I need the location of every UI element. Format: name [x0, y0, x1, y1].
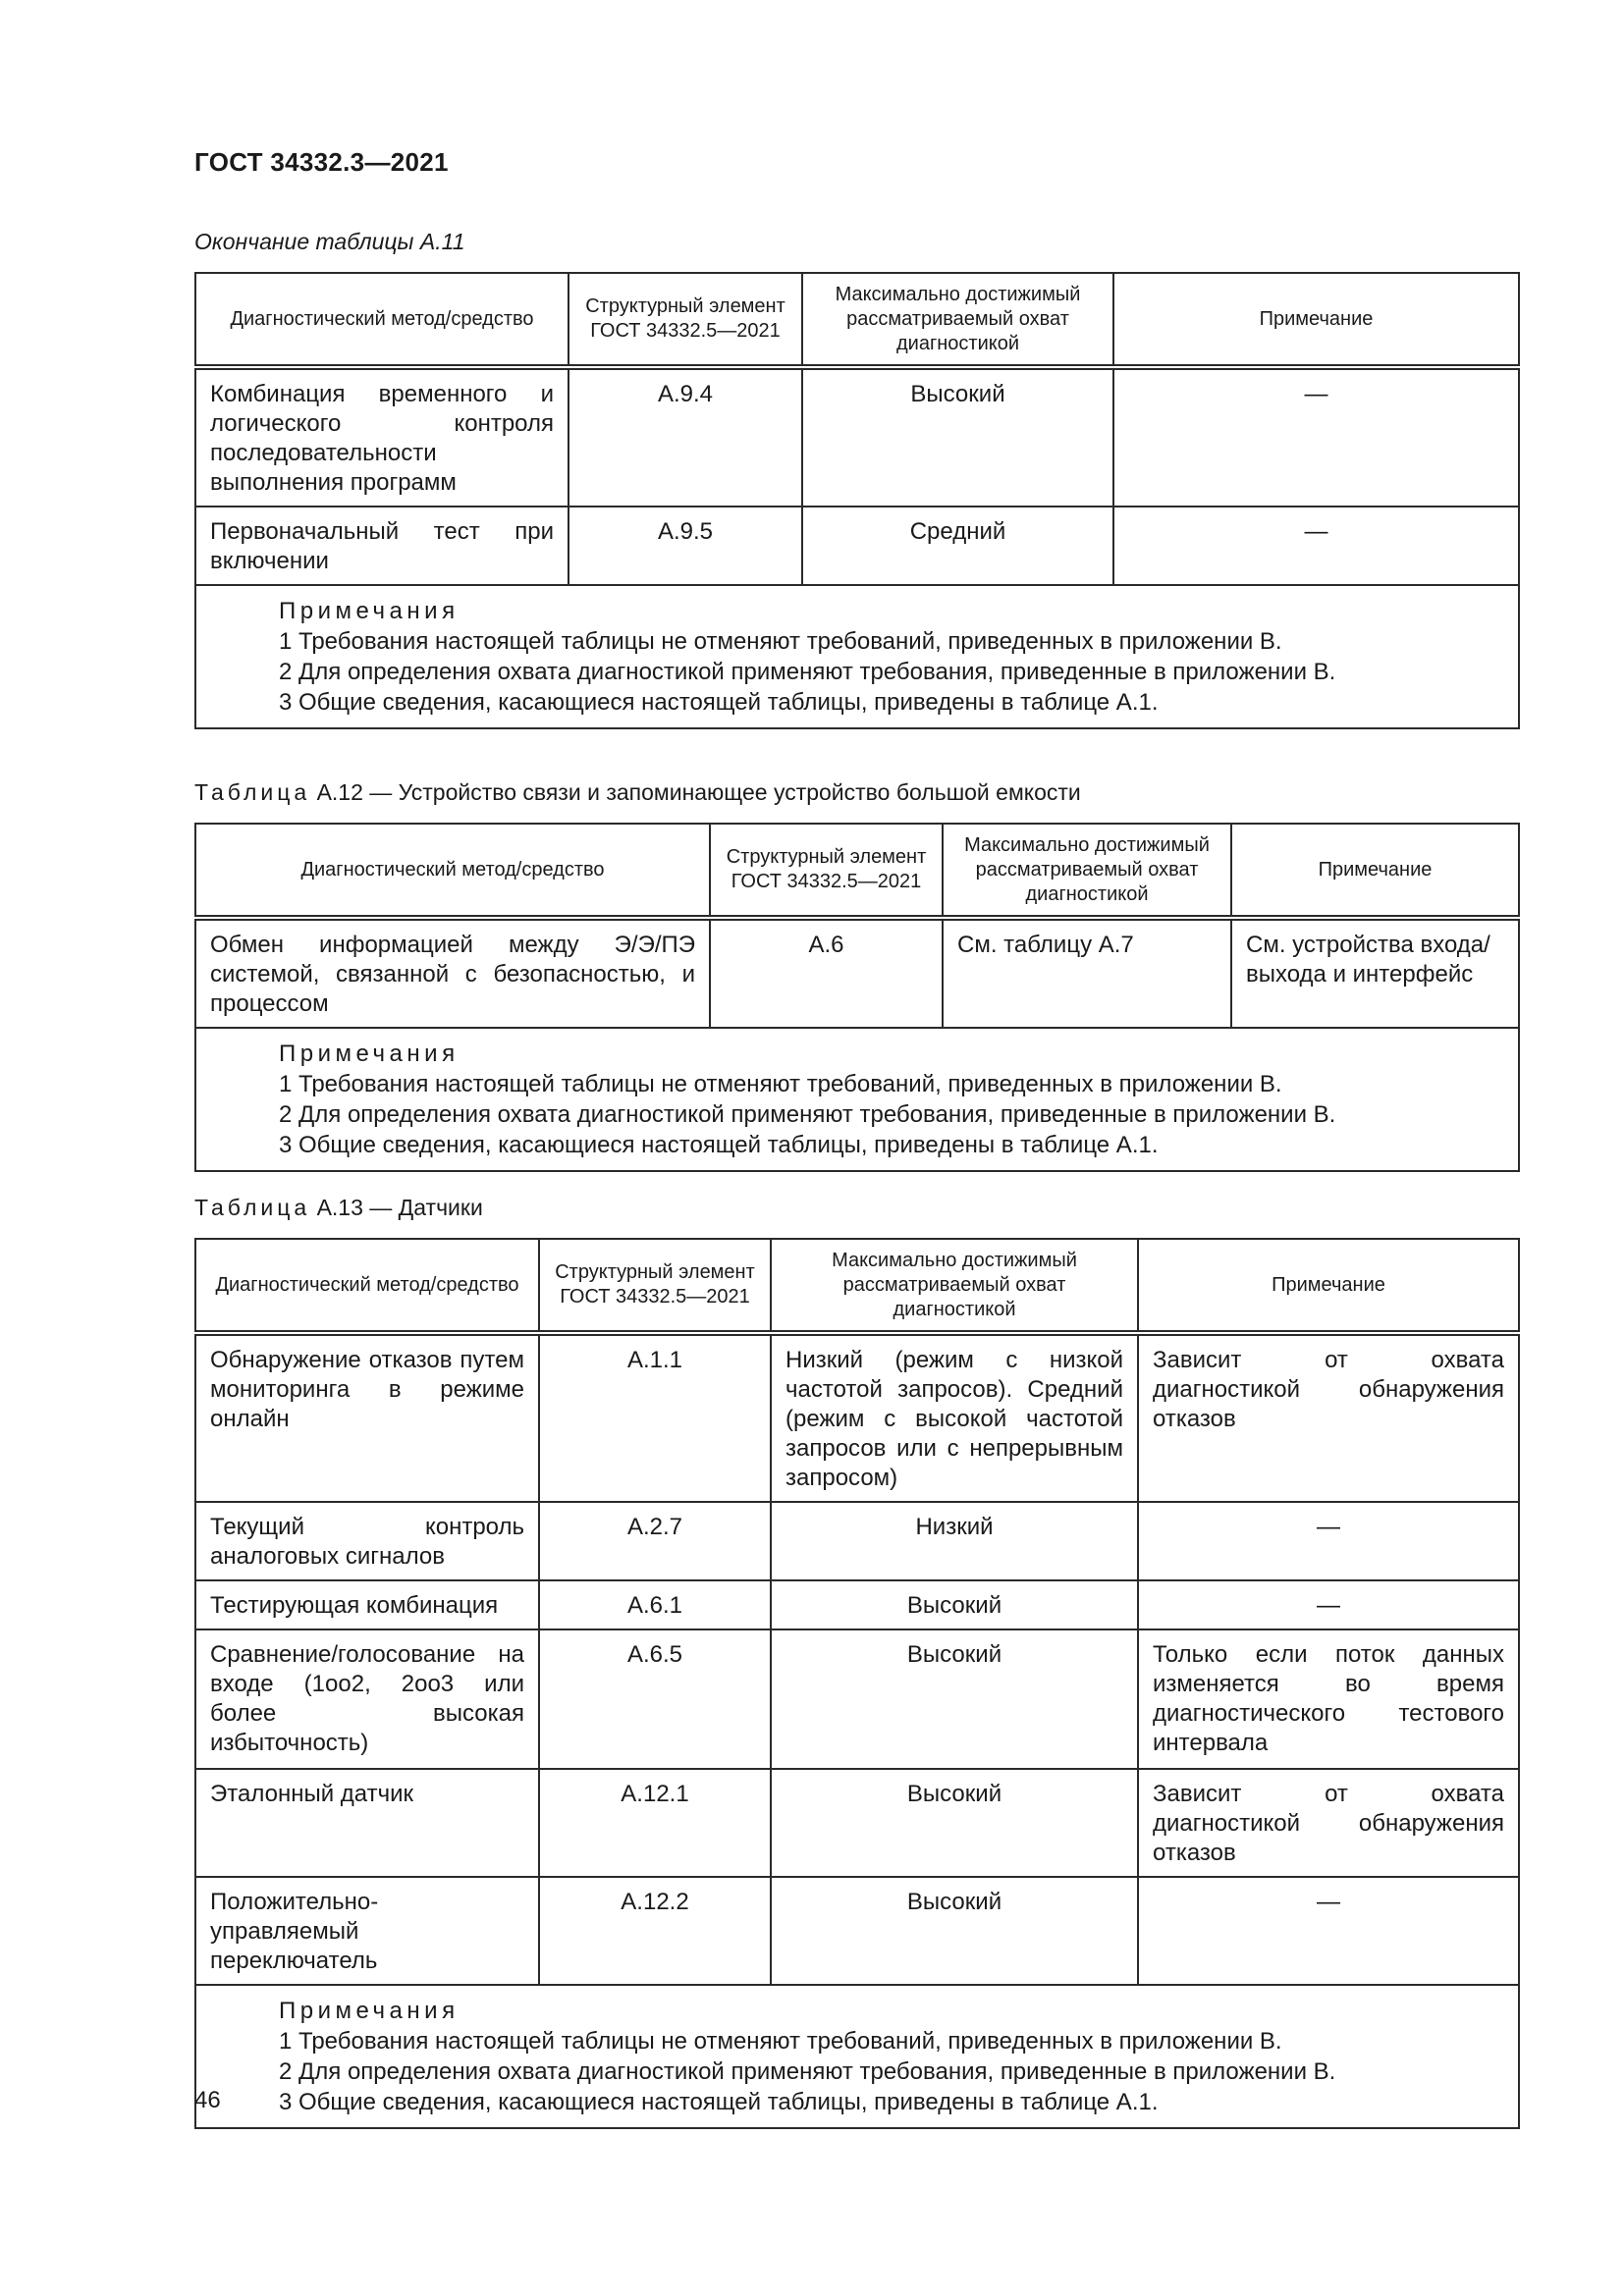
coverage-cell: Высокий: [771, 1580, 1138, 1629]
coverage-cell: Высокий: [771, 1769, 1138, 1877]
table-a12-caption: [194, 779, 1081, 806]
notes-row: [195, 1028, 1519, 1171]
element-cell: A.1.1: [539, 1333, 771, 1502]
note-line: 2 Для определения охвата диагностикой применяют требования, приведенные в приложении В.: [279, 2058, 1336, 2085]
method-cell: Первоначальный тест при включении: [195, 507, 568, 585]
table-notes: [195, 1985, 1519, 2128]
table-notes: [195, 1028, 1519, 1171]
column-header: Диагностический метод/средство: [195, 273, 568, 367]
note-cell: —: [1113, 367, 1519, 507]
table-label: Таблица: [194, 779, 311, 805]
note-cell: —: [1138, 1877, 1519, 1985]
note-cell: См. устройства входа/выхода и интерфейс: [1231, 918, 1519, 1028]
table-a13-caption: [194, 1195, 483, 1221]
table-row: [195, 1769, 1519, 1877]
note-line: 1 Требования настоящей таблицы не отменяют требований, приведенных в приложении В.: [279, 2028, 1282, 2055]
coverage-cell: Средний: [802, 507, 1113, 585]
method-cell: Положительно-управляемый переключатель: [195, 1877, 539, 1985]
table-header-row: [195, 824, 1519, 918]
column-header: Структурный элемент ГОСТ 34332.5—2021: [568, 273, 802, 367]
note-line: 1 Требования настоящей таблицы не отменяют требований, приведенных в приложении В.: [279, 628, 1282, 655]
element-cell: A.2.7: [539, 1502, 771, 1580]
table-row: [195, 1629, 1519, 1769]
coverage-cell: Низкий: [771, 1502, 1138, 1580]
notes-title: Примечания: [279, 598, 460, 624]
table-row: [195, 507, 1519, 585]
table-row: [195, 1580, 1519, 1629]
column-header: Примечание: [1138, 1239, 1519, 1333]
element-cell: A.9.4: [568, 367, 802, 507]
notes-row: [195, 585, 1519, 728]
table-header-row: [195, 1239, 1519, 1333]
table-row: [195, 367, 1519, 507]
column-header: Примечание: [1113, 273, 1519, 367]
note-line: 3 Общие сведения, касающиеся настоящей таблицы, приведены в таблице А.1.: [279, 1132, 1159, 1158]
element-cell: A.12.1: [539, 1769, 771, 1877]
table-a12: [194, 823, 1520, 1172]
note-line: 3 Общие сведения, касающиеся настоящей таблицы, приведены в таблице А.1.: [279, 2089, 1159, 2115]
column-header: Примечание: [1231, 824, 1519, 918]
note-line: 2 Для определения охвата диагностикой применяют требования, приведенные в приложении В.: [279, 1101, 1336, 1128]
note-cell: —: [1113, 507, 1519, 585]
coverage-cell: Высокий: [771, 1629, 1138, 1769]
table-a11-caption: Окончание таблицы А.11: [194, 229, 465, 254]
method-cell: Обмен информацией между Э/Э/ПЭ системой, связанной с безопасностью, и процессом: [195, 918, 710, 1028]
column-header: Структурный элемент ГОСТ 34332.5—2021: [710, 824, 943, 918]
coverage-cell: См. таблицу А.7: [943, 918, 1231, 1028]
column-header: Максимально достижимый рассматриваемый охват диагностикой: [802, 273, 1113, 367]
page-number: 46: [194, 2087, 221, 2113]
note-cell: Зависит от охвата диагностикой обнаружения отказов: [1138, 1333, 1519, 1502]
table-row: [195, 1877, 1519, 1985]
table-a13: [194, 1238, 1520, 2129]
method-cell: Эталонный датчик: [195, 1769, 539, 1877]
element-cell: A.12.2: [539, 1877, 771, 1985]
element-cell: A.6: [710, 918, 943, 1028]
note-cell: —: [1138, 1580, 1519, 1629]
element-cell: A.6.1: [539, 1580, 771, 1629]
coverage-cell: Высокий: [802, 367, 1113, 507]
method-cell: Сравнение/голосование на входе (1oo2, 2oo3 или более высокая избыточность): [195, 1629, 539, 1769]
column-header: Структурный элемент ГОСТ 34332.5—2021: [539, 1239, 771, 1333]
method-cell: Комбинация временного и логического контроля последовательности выполнения программ: [195, 367, 568, 507]
column-header: Максимально достижимый рассматриваемый охват диагностикой: [943, 824, 1231, 918]
notes-title: Примечания: [279, 1041, 460, 1067]
table-row: [195, 918, 1519, 1028]
coverage-cell: Высокий: [771, 1877, 1138, 1985]
column-header: Диагностический метод/средство: [195, 1239, 539, 1333]
table-notes: [195, 585, 1519, 728]
coverage-cell: Низкий (режим с низкой частотой запросов). Средний (режим с высокой частотой запросов или с непрерывным запросом): [771, 1333, 1138, 1502]
document-code-header: ГОСТ 34332.3—2021: [194, 147, 449, 177]
note-cell: Зависит от охвата диагностикой обнаружения отказов: [1138, 1769, 1519, 1877]
table-row: [195, 1502, 1519, 1580]
note-cell: Только если поток данных изменяется во время диагностического тестового интервала: [1138, 1629, 1519, 1769]
note-cell: —: [1138, 1502, 1519, 1580]
column-header: Диагностический метод/средство: [195, 824, 710, 918]
notes-title: Примечания: [279, 1998, 460, 2024]
method-cell: Текущий контроль аналоговых сигналов: [195, 1502, 539, 1580]
table-row: [195, 1333, 1519, 1502]
element-cell: A.9.5: [568, 507, 802, 585]
note-line: 1 Требования настоящей таблицы не отменяют требований, приведенных в приложении В.: [279, 1071, 1282, 1097]
note-line: 3 Общие сведения, касающиеся настоящей таблицы, приведены в таблице А.1.: [279, 689, 1159, 716]
table-header-row: [195, 273, 1519, 367]
column-header: Максимально достижимый рассматриваемый охват диагностикой: [771, 1239, 1138, 1333]
table-a11: [194, 272, 1520, 729]
method-cell: Тестирующая комбинация: [195, 1580, 539, 1629]
element-cell: A.6.5: [539, 1629, 771, 1769]
method-cell: Обнаружение отказов путем мониторинга в режиме онлайн: [195, 1333, 539, 1502]
table-title: А.13 — Датчики: [310, 1195, 483, 1220]
note-line: 2 Для определения охвата диагностикой применяют требования, приведенные в приложении В.: [279, 659, 1336, 685]
table-label: Таблица: [194, 1195, 311, 1220]
table-title: А.12 — Устройство связи и запоминающее устройство большой емкости: [310, 779, 1081, 805]
notes-row: [195, 1985, 1519, 2128]
